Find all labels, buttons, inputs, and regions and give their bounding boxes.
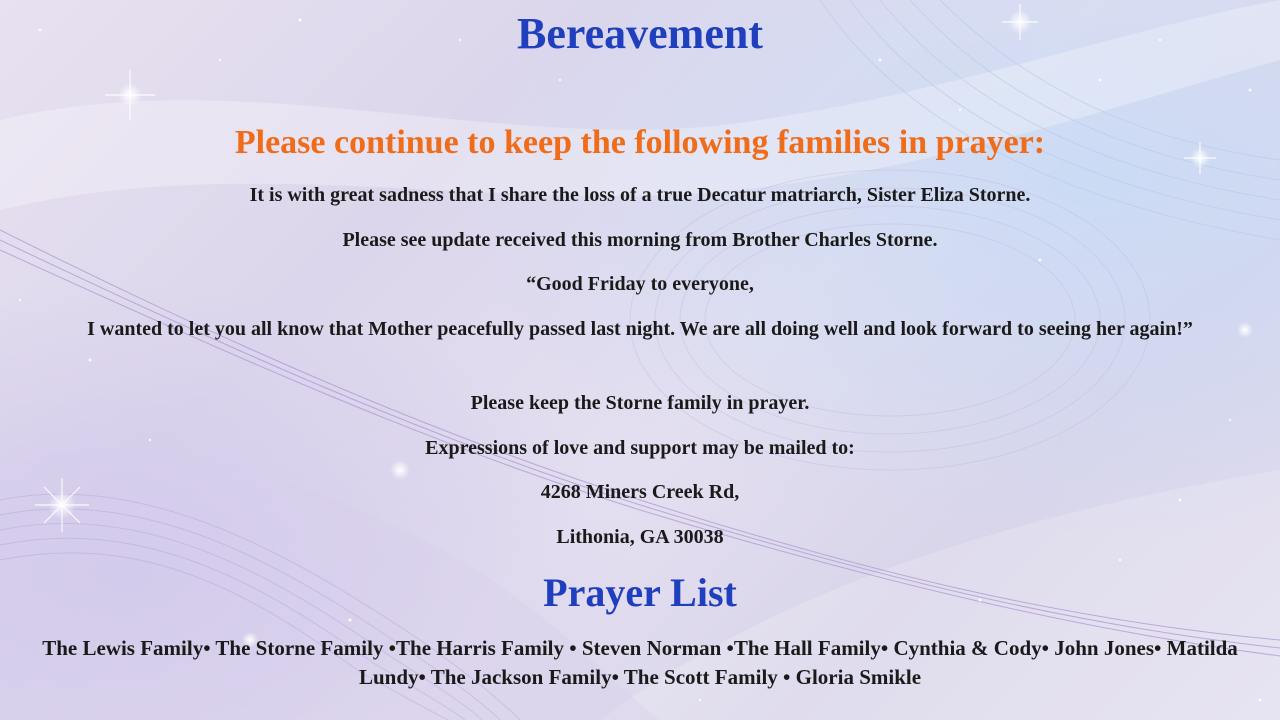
slide-subtitle: Please continue to keep the following families in prayer:	[234, 124, 1046, 161]
prayer-list-names: The Lewis Family• The Storne Family •The Harris Family • Steven Norman •The Hall Family• Cynthia & Cody• John Jones• Matilda Lundy• The Jackson Family• The Scott Family • Gloria Smikle	[42, 636, 1238, 689]
paragraph-loss-announcement: It is with great sadness that I share the loss of a true Decatur matriarch, Sister Eliza Storne.	[249, 184, 1031, 206]
paragraph-update-notice: Please see update received this morning from Brother Charles Storne.	[342, 229, 938, 251]
paragraph-mailing-intro: Expressions of love and support may be mailed to:	[425, 437, 855, 459]
prayer-list-heading: Prayer List	[543, 570, 737, 615]
paragraph-quote-message: I wanted to let you all know that Mother peacefully passed last night. We are all doing well and look forward to seeing her again!”	[87, 318, 1193, 340]
paragraph-quote-greeting: “Good Friday to everyone,	[526, 273, 754, 295]
address-city-state-zip: Lithonia, GA 30038	[556, 526, 724, 548]
paragraph-prayer-request: Please keep the Storne family in prayer.	[470, 392, 810, 414]
slide-title: Bereavement	[517, 9, 763, 58]
address-street: 4268 Miners Creek Rd,	[540, 481, 740, 503]
